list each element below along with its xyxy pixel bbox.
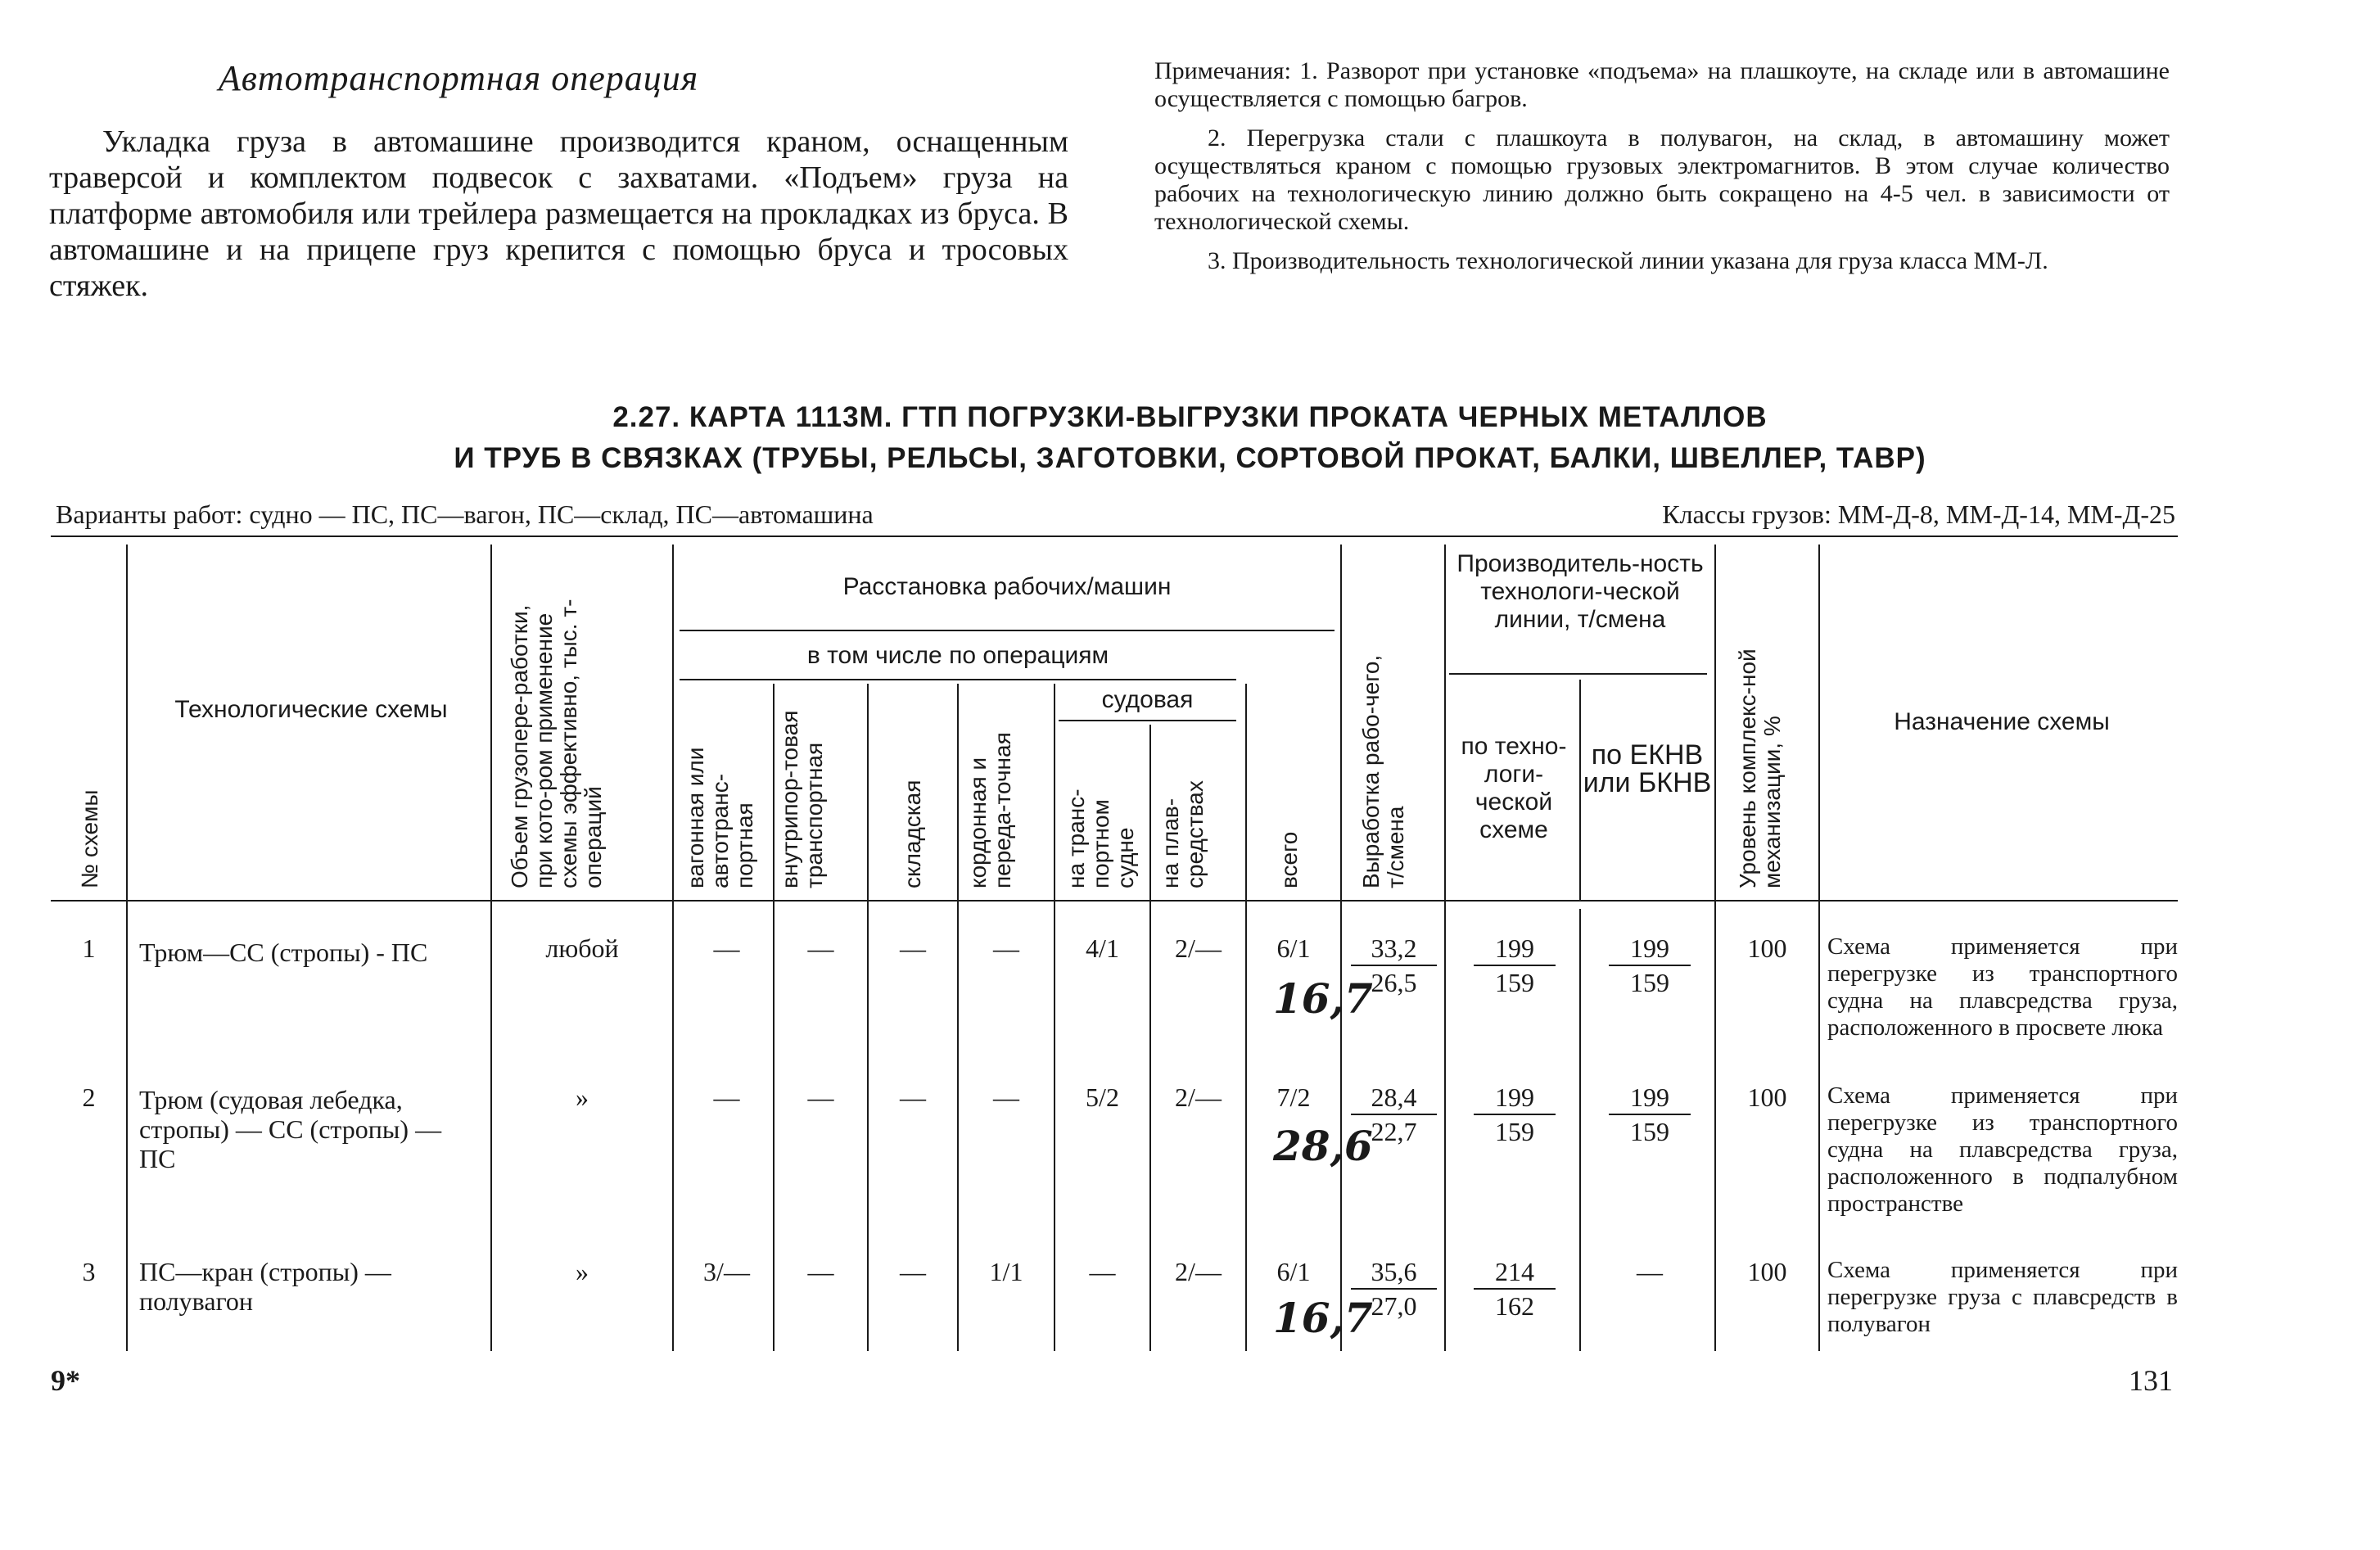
row1-warehouse: — [900,933,926,963]
row3-wagon: 3/— [703,1257,750,1286]
row1-output-bottom: 26,5 [1371,968,1417,997]
row3-prod-ekniv: — [1637,1257,1663,1286]
row2-scheme: Трюм (судовая лебедка, стропы) — СС (стропы) — ПС [139,1085,442,1173]
table-title-line2: И ТРУБ В СВЯЗКАХ (ТРУБЫ, РЕЛЬСЫ, ЗАГОТОВКИ, СОРТОВОЙ ПРОКАТ, БАЛКИ, ШВЕЛЛЕР, ТАВР) [454,442,1926,474]
row3-handwritten: 16,7 [1273,1294,1373,1342]
row2-handwritten: 28,6 [1273,1122,1373,1170]
row2-output-bottom: 22,7 [1371,1117,1417,1146]
row3-prod-scheme [1474,1255,1556,1322]
row1-cordon: — [993,933,1019,963]
header-num: № схемы [77,789,102,888]
header-mech: Уровень комплекс-ной механизации, % [1735,648,1785,888]
row2-cordon: — [993,1082,1019,1112]
row2-prod-bottom: 159 [1495,1117,1534,1146]
row2-wagon: — [713,1082,740,1112]
header-internal: внутрипор-товая транспортная [777,710,827,888]
row2-prod-ekniv [1609,1081,1691,1148]
row2-prod-scheme [1474,1081,1556,1148]
header-total: всего [1276,831,1302,888]
note-2: 2. Перегрузка стали с плашкоута в полувагон, на склад, в автомашину может осуществляться краном с помощью грузовых электромагнитов. В этом случае количество рабочих на технологическую линию должно быть сокращено на 4-5 чел. в зависимости от технологической схемы. [1154,124,2170,235]
row3-ship-float: 2/— [1175,1257,1222,1286]
row2-total: 7/2 [1276,1082,1311,1112]
row1-scheme: Трюм—СС (стропы) - ПС [139,938,428,967]
row2-ekniv-bottom: 159 [1630,1117,1669,1146]
row1-output-top: 33,2 [1351,932,1437,966]
row2-output-top: 28,4 [1351,1081,1437,1115]
header-wagon: вагонная или автотранс-портная [683,747,757,888]
row1-mech: 100 [1747,933,1787,963]
header-schemes: Технологические схемы [174,696,448,723]
header-ship-float: на плав-средствах [1158,780,1208,888]
row3-num: 3 [82,1257,96,1286]
row2-ship-transport: 5/2 [1086,1082,1119,1112]
row3-output-top: 35,6 [1351,1255,1437,1290]
table-title-line1: 2.27. КАРТА 1113М. ГТП ПОГРУЗКИ-ВЫГРУЗКИ ПРОКАТА ЧЕРНЫХ МЕТАЛЛОВ [612,401,1768,433]
header-prod-scheme: по техно-логи-ческой схеме [1461,733,1567,843]
row1-purpose: Схема применяется при перегрузке из транспортного судна на плавсредства груза, расположенного в просвете люка [1827,933,2178,1041]
note-1: Примечания: 1. Разворот при установке «подъема» на плашкоуте, на складе или в автомашине осуществляется с помощью багров. [1154,57,2170,112]
row2-ship-float: 2/— [1175,1082,1222,1112]
work-variants: Варианты работ: судно — ПС, ПС—вагон, ПС—склад, ПС—автомашина [56,499,874,529]
row3-prod-top: 214 [1474,1255,1556,1290]
row1-ship-transport: 4/1 [1086,933,1119,963]
row3-purpose: Схема применяется при перегрузке груза с плавсредств в полувагон [1827,1257,2178,1337]
header-productivity: Производитель-ность технологи-ческой линии, т/смена [1456,550,1704,633]
header-warehouse: складская [900,780,925,888]
row3-cordon: 1/1 [989,1257,1023,1286]
row3-mech: 100 [1747,1257,1787,1286]
header-output: Выработка рабо-чего, т/смена [1358,654,1408,888]
header-volume: Объем грузопере-работки, при кото-ром применение схемы эффективно, тыс. т-операций [507,599,606,888]
row1-ship-float: 2/— [1175,933,1222,963]
row2-purpose: Схема применяется при перегрузке из транспортного судна на плавсредства груза, расположенного в подпалубном пространстве [1827,1082,2178,1217]
header-ship: судовая [1101,686,1194,713]
header-workers: Расстановка рабочих/машин [842,573,1172,600]
row3-output-bottom: 27,0 [1371,1291,1417,1321]
row2-ekniv-top: 199 [1609,1081,1691,1115]
row3-warehouse: — [900,1257,926,1286]
row1-ekniv-top: 199 [1609,932,1691,966]
row1-num: 1 [82,933,96,963]
header-prod-ekniv: по ЕКНВ или БКНВ [1583,739,1712,798]
row1-handwritten: 16,7 [1273,974,1373,1023]
row1-volume: любой [545,933,619,963]
page-number: 131 [2129,1364,2173,1397]
row2-mech: 100 [1747,1082,1787,1112]
row3-ship-transport: — [1089,1257,1116,1286]
row1-internal: — [807,933,834,963]
row1-ekniv-bottom: 159 [1630,968,1669,997]
row1-prod-bottom: 159 [1495,968,1534,997]
row3-prod-bottom: 162 [1495,1291,1534,1321]
row1-prod-scheme [1474,932,1556,999]
header-cordon: кордонная и переда-точная [965,732,1015,888]
row1-total: 6/1 [1276,933,1311,963]
footer-signature: 9* [51,1364,80,1397]
row1-prod-top: 199 [1474,932,1556,966]
header-ship-transport: на транс-портном судне [1064,789,1138,888]
section-heading: Автотранспортная операция [218,58,699,98]
row1-wagon: — [713,933,740,963]
row3-total: 6/1 [1276,1257,1311,1286]
header-by-ops: в том числе по операциям [806,642,1109,669]
note-3: 3. Производительность технологической линии указана для груза класса ММ-Л. [1208,247,2048,274]
row3-scheme: ПС—кран (стропы) — полувагон [139,1257,391,1316]
row3-volume: » [576,1257,589,1286]
row3-internal: — [807,1257,834,1286]
section-paragraph: Укладка груза в автомашине производится краном, оснащенным траверсой и комплектом подвесок с захватами. «Подъем» груза на платформе автомобиля или трейлера размещается на прокладках из бруса. В автомашине и на прицепе груз крепится с помощью бруса и тросовых стяжек. [49,124,1068,303]
header-purpose: Назначение схемы [1894,708,2110,735]
row1-prod-ekniv [1609,932,1691,999]
row2-num: 2 [82,1082,96,1112]
row2-warehouse: — [900,1082,926,1112]
row2-prod-top: 199 [1474,1081,1556,1115]
row2-internal: — [807,1082,834,1112]
cargo-classes: Классы грузов: ММ-Д-8, ММ-Д-14, ММ-Д-25 [1662,499,2175,529]
row2-volume: » [576,1082,589,1112]
